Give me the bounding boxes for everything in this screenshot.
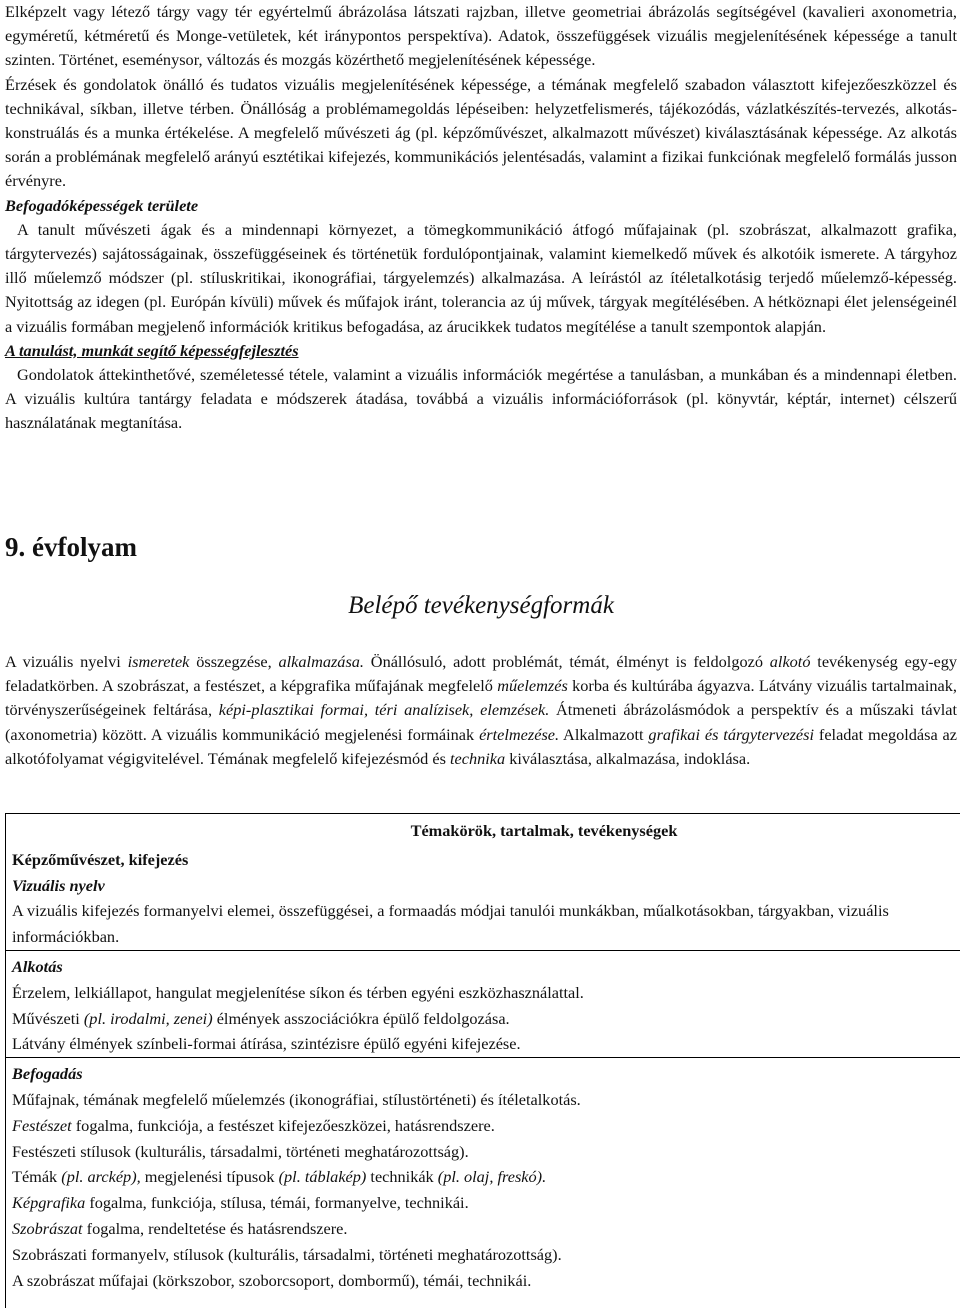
- table-line: [12, 1164, 960, 1190]
- intro-fragment: grafikai és tárgytervezési: [648, 724, 815, 744]
- table-text: megjelenési típusok: [140, 1167, 279, 1187]
- table-line: [12, 1242, 960, 1268]
- table-line: [12, 898, 960, 950]
- table-line: [12, 954, 960, 980]
- table-row: [6, 844, 960, 950]
- table-cell: [6, 1058, 960, 1293]
- table-line: [12, 1139, 960, 1165]
- table-text: Művészeti: [12, 1008, 84, 1028]
- table-body: [6, 844, 960, 1294]
- table-text: technikák: [366, 1167, 438, 1187]
- topics-table: [5, 813, 960, 1308]
- heading-reception-text: Befogadóképességek területe: [5, 195, 199, 215]
- paragraph-representation: Elképzelt vagy létező tárgy vagy tér egyértelmű ábrázolása látszati rajzban, illetve geometriai ábrázolás segítségével (kavalieri axonometria, egyméretű, kétméretű és Monge-vetületek, két iránypontos perspektíva). Adatok, összefüggések vizuális megjelenítésének képessége a tanult szinten. Történet, eseménysor, változás és mozgás közérthető megjelenítésének képessége.: [5, 2, 957, 70]
- heading-learning-text: A tanulást, munkát segítő képességfejlesztés: [5, 340, 299, 360]
- heading-reception: [5, 194, 957, 218]
- table-text: Alkotás: [12, 956, 63, 976]
- section-title: Belépő tevékenységformák: [348, 592, 614, 619]
- intro-fragment: Alkalmazott: [559, 724, 649, 744]
- intro-fragment: kiválasztása, alkalmazása, indoklása.: [505, 748, 751, 768]
- table-line: [12, 1113, 960, 1139]
- table-line: [12, 1190, 960, 1216]
- intro-fragment: értelmezése.: [479, 724, 560, 744]
- table-line: [12, 847, 960, 873]
- intro-fragment: feladat megoldása az alkotófolyamat végigvitelével. Témának megfelelő kifejezésmód és: [5, 724, 958, 768]
- table-text: Képgrafika: [12, 1193, 86, 1213]
- table-line: [12, 873, 960, 899]
- paragraph-learning: Gondolatok áttekinthetővé, személetessé tétele, valamint a vizuális információk megértése a tanulásban, a munkában és a mindennapi életben. A vizuális kultúra tantárgy feladata e módszerek átadása, továbbá a vizuális információforrások (pl. könyvtár, képtár, internet) célszerű használatának megtanítása.: [5, 365, 957, 433]
- table-text: Műfajnak, témának megfelelő műelemzés (ikonográfiai, stílustörténeti) és ítéletalkotás.: [12, 1089, 581, 1109]
- table-header: Témakörök, tartalmak, tevékenységek: [410, 821, 678, 840]
- intro-fragment: technika: [450, 748, 506, 768]
- table-header-row: [6, 814, 960, 844]
- intro-fragment: korba és kultúrába ágyazva. Látvány vizuális tartalmainak, törvényszerűségeinek feltárása,: [5, 676, 957, 720]
- document-page: [5, 0, 958, 1290]
- table-text: Festészeti stílusok (kulturális, társadalmi, történeti meghatározottság).: [12, 1141, 469, 1161]
- intro-fragment: A vizuális nyelvi: [5, 652, 128, 671]
- table-text: A szobrászat műfajai (körkszobor, szoborcsoport, dombormű), témái, technikái.: [12, 1270, 532, 1290]
- table-text: (pl. táblakép): [278, 1167, 367, 1187]
- intro-paragraph: [5, 650, 957, 771]
- table-line: [12, 1216, 960, 1242]
- table-text: fogalma, funkciója, a festészet kifejezőeszközei, hatásrendszere.: [71, 1115, 495, 1135]
- table-text: Szobrászat: [12, 1218, 83, 1238]
- table-text: Befogadás: [12, 1064, 83, 1084]
- table-line: [12, 980, 960, 1006]
- intro-fragment: műelemzés: [497, 676, 568, 696]
- grade-heading: 9. évfolyam: [5, 532, 137, 562]
- intro-fragment: ismeretek: [127, 652, 190, 671]
- table-text: Látvány élmények színbeli-formai átírása, szintézisre épülő egyéni kifejezése.: [12, 1034, 521, 1054]
- intro-fragment: képi-plasztikai formai, téri analízisek, elemzések.: [218, 700, 550, 720]
- table-line: [12, 1087, 960, 1113]
- table-text: élmények asszociációkra épülő feldolgozása.: [212, 1008, 510, 1028]
- table-row: [6, 1057, 960, 1293]
- table-row: [6, 950, 960, 1057]
- table-text: (pl. arckép),: [61, 1167, 141, 1187]
- intro-fragment: Átmeneti ábrázolásmódok a perspektív és a műszaki távlat (axonometria) között. A vizuális kommunikáció megjelenési formáinak: [5, 700, 957, 744]
- table-text: Festészet: [12, 1115, 72, 1135]
- table-text: (pl. olaj, freskó).: [437, 1167, 547, 1187]
- table-text: fogalma, rendeltetése és hatásrendszere.: [82, 1218, 348, 1238]
- heading-learning: [5, 339, 957, 363]
- table-text: Vizuális nyelv: [12, 875, 105, 895]
- table-text: A vizuális kifejezés formanyelvi elemei, összefüggései, a formaadás módjai tanulói munkákban, műalkotásokban, tárgyakban, vizuális információkban.: [12, 901, 889, 947]
- table-line: [12, 1061, 960, 1087]
- table-line: [12, 1268, 960, 1294]
- table-text: Képzőművészet, kifejezés: [12, 849, 189, 869]
- paragraph-reception: A tanult művészeti ágak és a mindennapi környezet, a tömegkommunikáció átfogó műfajainak (pl. szobrászat, alkalmazott grafika, tárgytervezés) sajátosságainak, összefüggéseinek és történetük fordulópontjainak, valamint kiemelkedő művek és alkotóik ismerete. A tárgyhoz illő műelemző módszer (pl. stíluskritikai, ikonográfiai, tárgyelemzés) alkalmazása. A leírástól az ítéletalkotásig terjedő műelemző-képesség. Nyitottság az idegen (pl. Európán kívüli) művek és műfajok iránt, tolerancia az új művek, tárgyak megítélésében. A hétköznapi élet jelenségeinél a vizuális formában megjelenő információk kritikus befogadása, az árucikkek tudatos megítélése a tanult szempontok alapján.: [5, 219, 957, 336]
- table-cell: [6, 951, 960, 1057]
- intro-fragment: összegzése,: [189, 652, 279, 671]
- intro-fragment: Önállósuló, adott problémát, témát, élményt is feldolgozó: [364, 652, 770, 671]
- table-text: fogalma, funkciója, stílusa, témái, formanyelve, technikái.: [85, 1193, 469, 1213]
- intro-fragment: alkalmazása.: [278, 652, 364, 671]
- table-line: [12, 1031, 960, 1057]
- paragraph-expression: Érzések és gondolatok önálló és tudatos vizuális megjelenítésének képessége, a témának megfelelő szabadon választott kifejezőeszközzel és technikával, síkban, illetve térben. Önállóság a problémamegoldás lépéseiben: helyzetfelismerés, tájékozódás, vázlatkészítés-tervezés, alkotás-konstruálás és a munka értékelése. A megfelelő művészeti ág (pl. képzőművészet, alkalmazott művészet) kiválasztásának képessége. Az alkotás során a problémának megfelelő arányú esztétikai kifejezés, kommunikációs jelentésadás, valamint a fizikai funkciónak megfelelő formálás jusson érvényre.: [5, 74, 957, 191]
- table-text: Érzelem, lelkiállapot, hangulat megjelenítése síkon és térben egyéni eszközhasználattal.: [12, 982, 584, 1002]
- table-line: [12, 1006, 960, 1032]
- table-text: (pl. irodalmi, zenei): [83, 1008, 213, 1028]
- intro-fragment: tevékenység egy-egy feladatkörben. A szobrászat, a festészet, a képgrafika műfajának megfelelő: [5, 652, 958, 696]
- table-text: Szobrászati formanyelv, stílusok (kulturális, társadalmi, történeti meghatározottság).: [12, 1244, 562, 1264]
- table-text: Témák: [12, 1167, 62, 1187]
- intro-fragment: alkotó: [769, 652, 811, 671]
- top-text: [5, 0, 957, 436]
- table-cell: [6, 844, 960, 950]
